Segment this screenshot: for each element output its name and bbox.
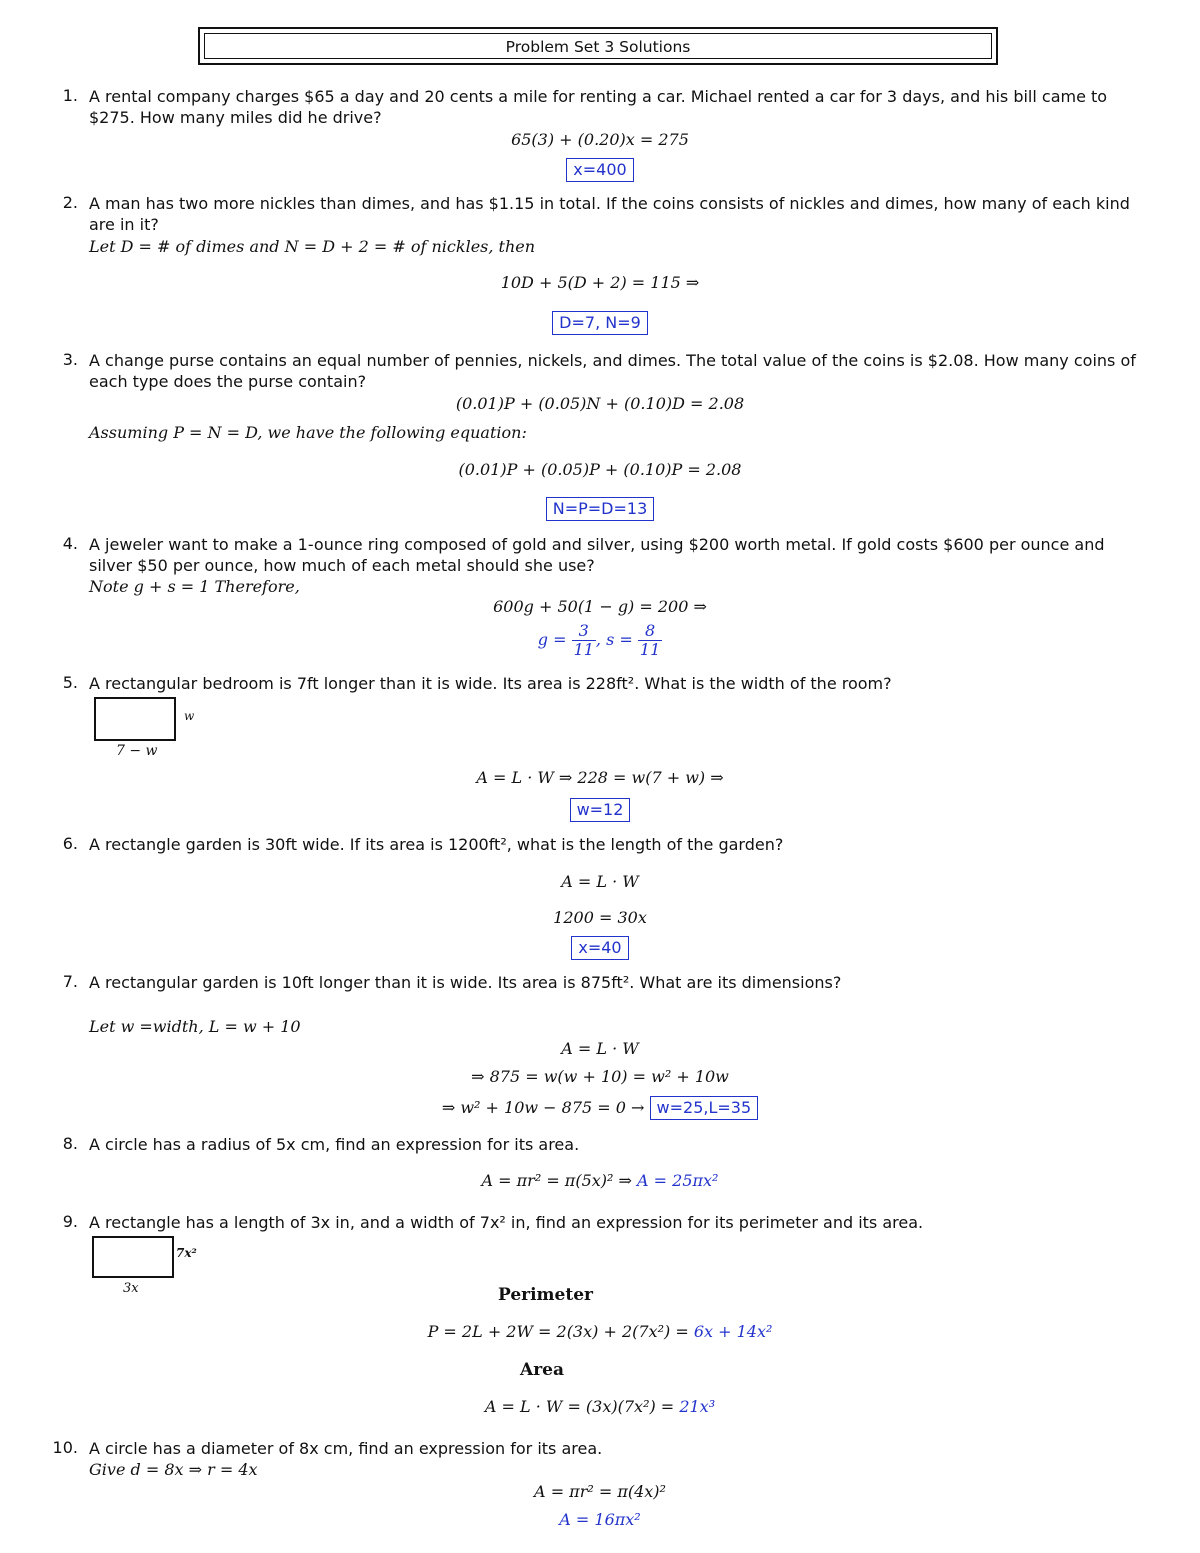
problem-number: 1. — [62, 86, 78, 105]
answer-text: 6x + 14x² — [693, 1322, 773, 1341]
setup-text: Assuming P = N = D, we have the following equation: — [89, 423, 527, 442]
answer-box-wrap — [0, 158, 1200, 182]
rectangle-figure — [94, 697, 176, 741]
setup-text: Let w =width, L = w + 10 — [89, 1017, 301, 1036]
answer-box-wrap — [0, 311, 1200, 335]
problem-number: 8. — [62, 1134, 78, 1153]
problem-number: 2. — [62, 193, 78, 212]
section-heading-perimeter: Perimeter — [498, 1285, 593, 1305]
equation: A = πr² = π(5x)² ⇒ — [481, 1171, 632, 1190]
problem-text: A circle has a radius of 5x cm, find an expression for its area. — [89, 1135, 580, 1154]
equation: A = L · W — [561, 872, 639, 891]
equation: ⇒ 875 = w(w + 10) = w² + 10w — [471, 1067, 729, 1086]
equation: (0.01)P + (0.05)N + (0.10)D = 2.08 — [455, 394, 745, 413]
page-title: Problem Set 3 Solutions — [204, 33, 992, 59]
equation: 65(3) + (0.20)x = 275 — [511, 130, 689, 149]
equation: 1200 = 30x — [553, 908, 647, 927]
problem-text: A change purse contains an equal number of pennies, nickels, and dimes. The total value of the coins is $2.08. How many coins of each type does the purse contain? — [89, 351, 1136, 391]
equation: A = πr² = π(4x)² — [534, 1482, 666, 1501]
problem-number: 9. — [62, 1212, 78, 1231]
answer-box: w=12 — [570, 798, 631, 822]
answer-box: N=P=D=13 — [546, 497, 655, 521]
equation-with-answer — [0, 1096, 1200, 1120]
answer-box-wrap — [0, 497, 1200, 521]
figure-label-length: 7 − w — [116, 743, 158, 759]
answer-text: A = 25πx² — [637, 1171, 719, 1190]
equation: (0.01)P + (0.05)P + (0.10)P = 2.08 — [458, 460, 742, 479]
rectangle-figure — [92, 1236, 174, 1278]
equation: 600g + 50(1 − g) = 200 ⇒ — [493, 597, 707, 616]
setup-text: Let D = # of dimes and N = D + 2 = # of nickles, then — [89, 237, 536, 256]
answer-text: 21x³ — [679, 1397, 716, 1416]
problem-text: A rectangular bedroom is 7ft longer than it is wide. Its area is 228ft². What is the width of the room? — [89, 674, 892, 693]
problem-number: 4. — [62, 534, 78, 553]
problem-text: A rectangle has a length of 3x in, and a width of 7x² in, find an expression for its perimeter and its area. — [89, 1213, 924, 1232]
equation: ⇒ w² + 10w − 875 = 0 → — [441, 1098, 645, 1117]
section-heading-area: Area — [520, 1360, 564, 1380]
problem-text: A rectangle garden is 30ft wide. If its area is 1200ft², what is the length of the garden? — [89, 835, 784, 854]
equation: P = 2L + 2W = 2(3x) + 2(7x²) = — [427, 1322, 689, 1341]
problem-number: 3. — [62, 350, 78, 369]
problem-number: 5. — [62, 673, 78, 692]
answer-box: D=7, N=9 — [552, 311, 648, 335]
setup-text: Give d = 8x ⇒ r = 4x — [89, 1460, 258, 1479]
equation-with-answer — [0, 1171, 1200, 1190]
problem-number: 10. — [52, 1438, 78, 1457]
answer-box: x=400 — [566, 158, 633, 182]
title-box — [198, 27, 998, 65]
problem-text: A rectangular garden is 10ft longer than it is wide. Its area is 875ft². What are its dimensions? — [89, 973, 842, 992]
problem-text: A rental company charges $65 a day and 20 cents a mile for renting a car. Michael rented a car for 3 days, and his bill came to $275. How many miles did he drive? — [89, 87, 1108, 127]
equation: A = L · W — [561, 1039, 639, 1058]
figure-label-width: w — [184, 709, 195, 723]
problem-text: A jeweler want to make a 1-ounce ring composed of gold and silver, using $200 worth metal. If gold costs $600 per ounce and silver $50 per ounce, how much of each metal should she use? — [89, 535, 1105, 575]
equation-with-answer — [0, 1397, 1200, 1416]
answer-fraction: g = $\frac{3}{11}$ , s = $\frac{8}{11}$ — [537, 621, 661, 659]
problem-number: 7. — [62, 972, 78, 991]
answer-text: A = 16πx² — [559, 1510, 641, 1529]
answer-box-wrap — [0, 936, 1200, 960]
setup-text: Note g + s = 1 Therefore, — [89, 577, 300, 596]
answer-box-wrap — [0, 798, 1200, 822]
answer-box: w=25,L=35 — [650, 1096, 759, 1120]
problem-text: A man has two more nickles than dimes, and has $1.15 in total. If the coins consists of nickles and dimes, how many of each kind are in it? — [89, 194, 1130, 234]
figure-label-length: 3x — [123, 1281, 139, 1296]
figure-label-width: 7x² — [176, 1246, 197, 1260]
equation: 10D + 5(D + 2) = 115 ⇒ — [500, 273, 700, 292]
equation: A = L · W = (3x)(7x²) = — [484, 1397, 675, 1416]
problem-text: A circle has a diameter of 8x cm, find an expression for its area. — [89, 1439, 603, 1458]
problem-number: 6. — [62, 834, 78, 853]
equation: A = L · W ⇒ 228 = w(7 + w) ⇒ — [476, 768, 724, 787]
answer-box: x=40 — [571, 936, 628, 960]
equation-with-answer — [0, 1322, 1200, 1341]
